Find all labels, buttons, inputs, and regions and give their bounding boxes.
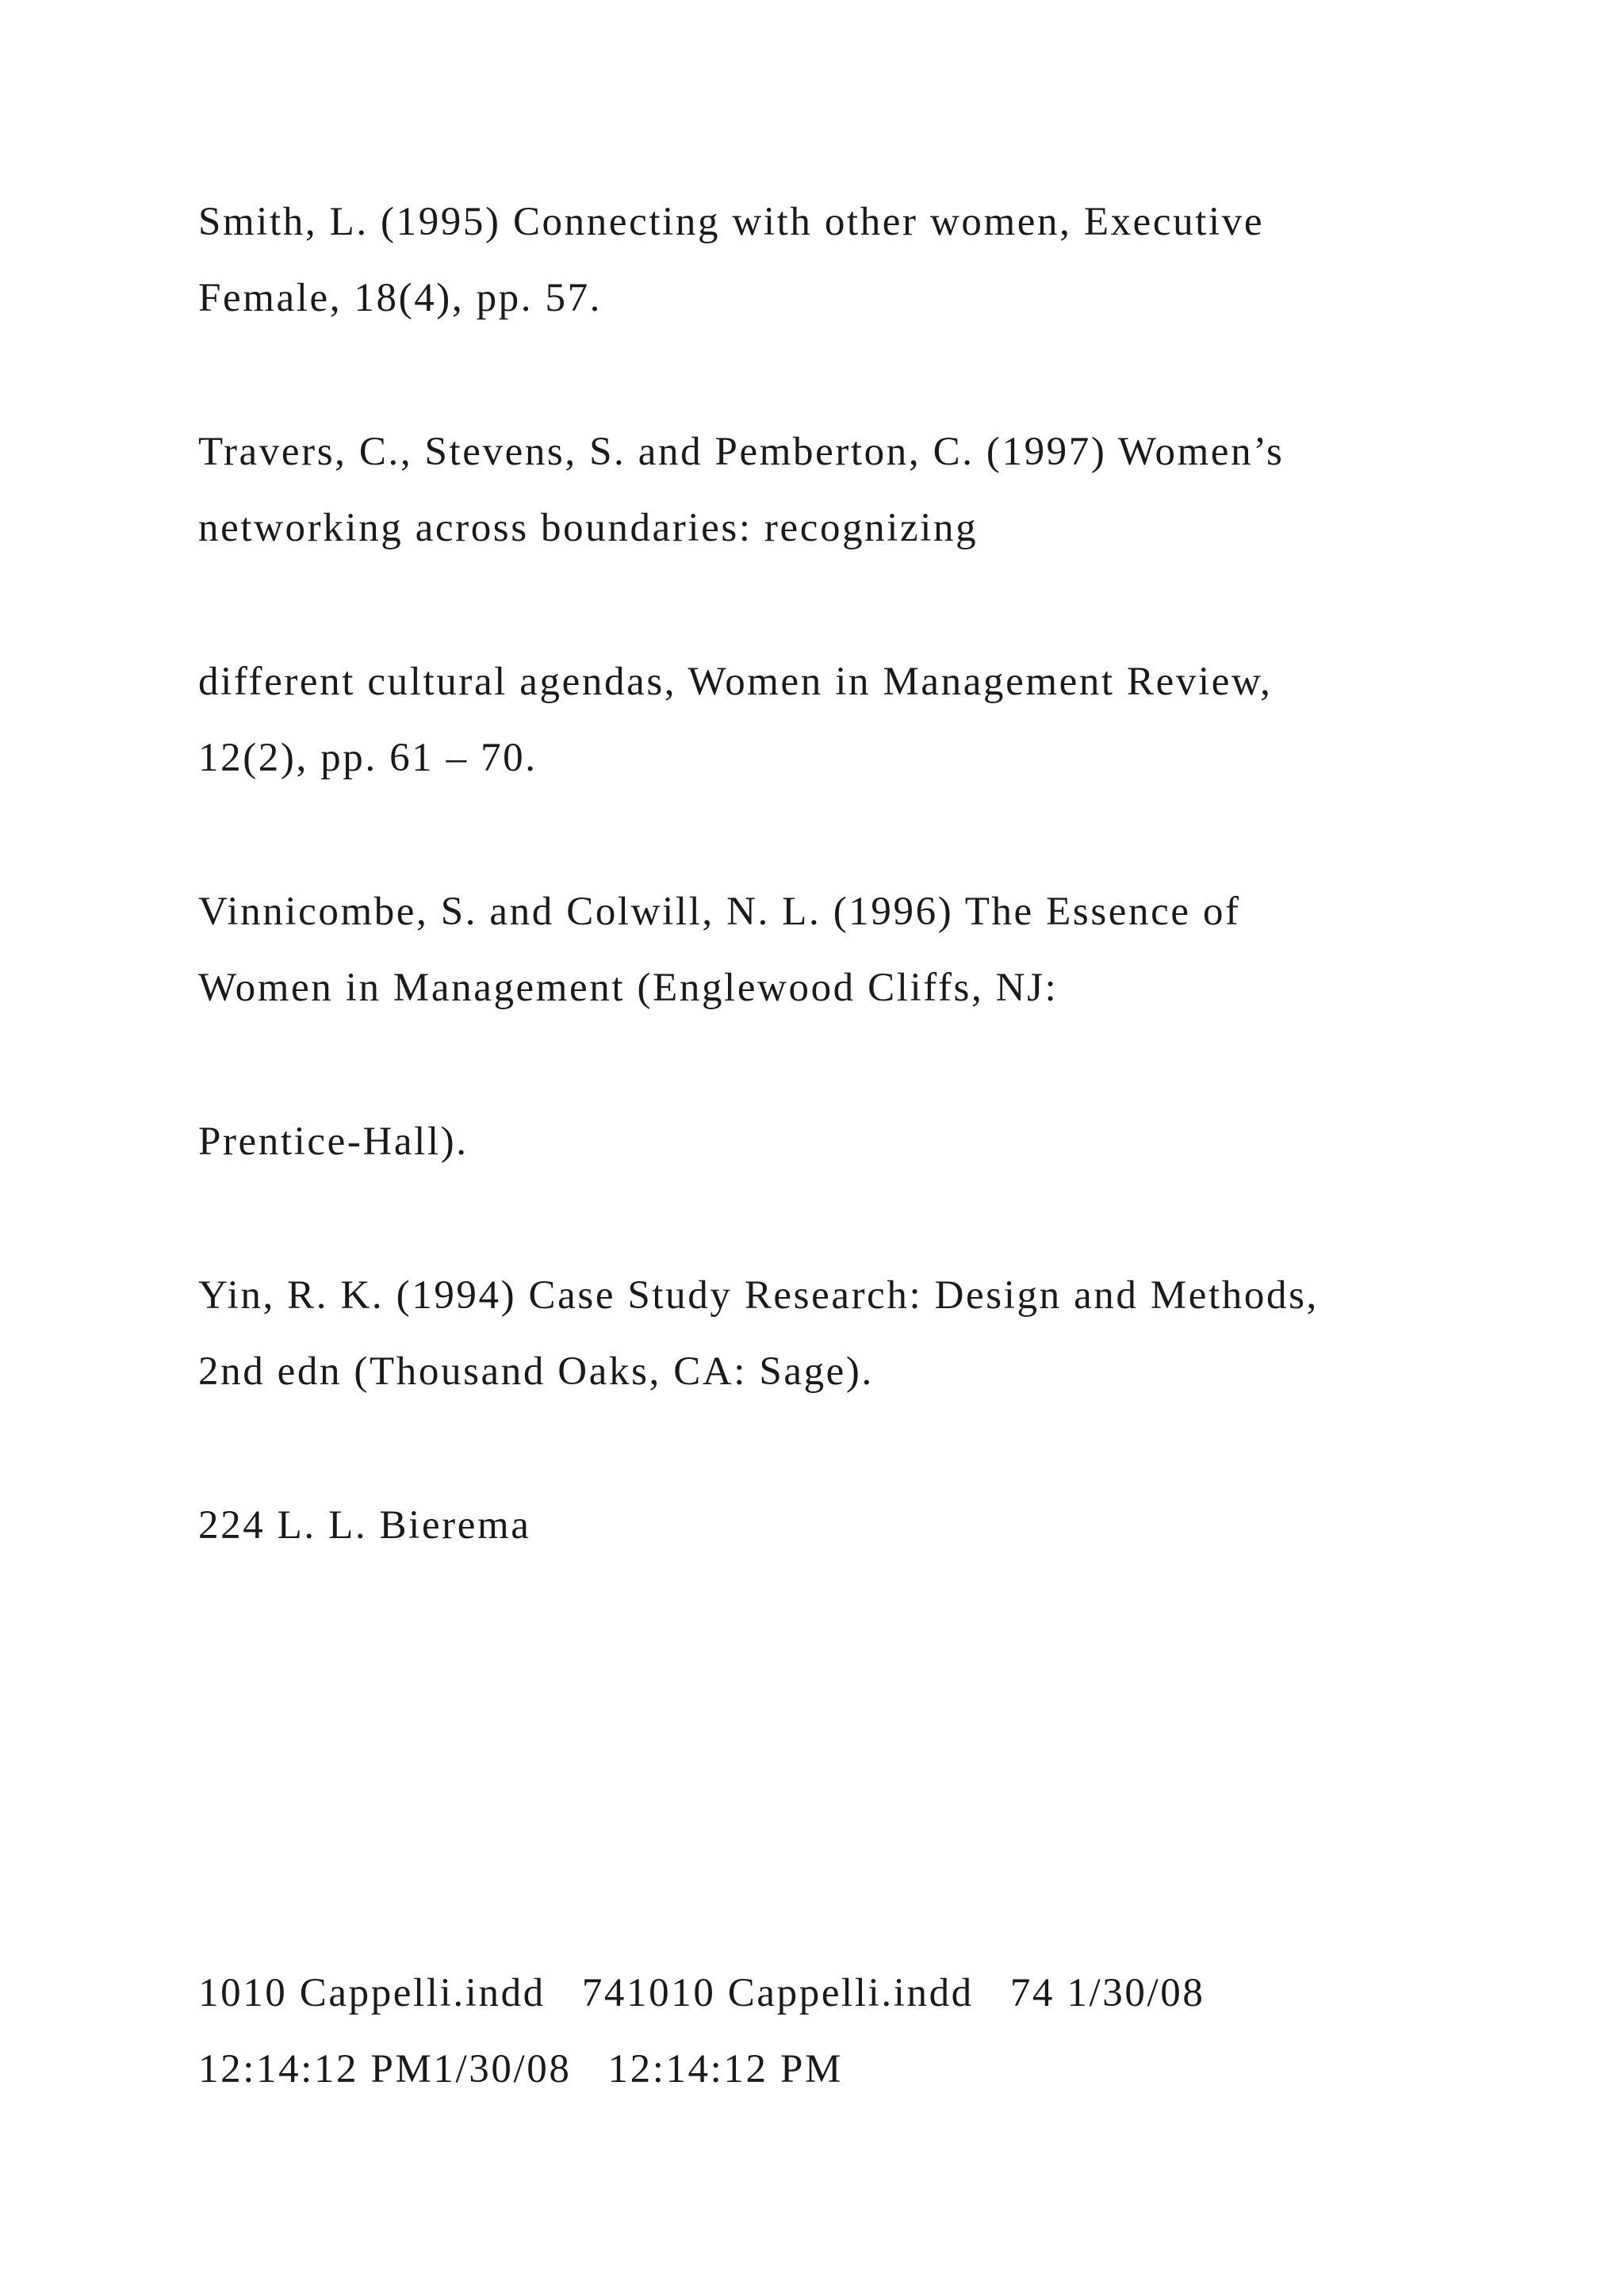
reference-yin-line-2: 2nd edn (Thousand Oaks, CA: Sage). [198, 1349, 874, 1394]
reference-smith-line-2: Female, 18(4), pp. 57. [198, 276, 603, 320]
reference-yin-line-1: Yin, R. K. (1994) Case Study Research: Design and Methods, [198, 1273, 1319, 1318]
reference-vinnicombe-line-1: Vinnicombe, S. and Colwill, N. L. (1996) The Essence of [198, 890, 1241, 934]
reference-vinnicombe-line-3: Prentice-Hall). [198, 1119, 469, 1164]
print-slug-line-1: 1010 Cappelli.indd 741010 Cappelli.indd 74 1/30/08 [198, 1971, 1205, 2015]
reference-vinnicombe-line-2: Women in Management (Englewood Cliffs, NJ: [198, 966, 1059, 1010]
running-footer: 224 L. L. Bierema [198, 1503, 531, 1548]
reference-travers-line-3: different cultural agendas, Women in Management Review, [198, 660, 1273, 704]
reference-travers-line-2: networking across boundaries: recognizing [198, 506, 979, 550]
reference-travers-line-1: Travers, C., Stevens, S. and Pemberton, C. (1997) Women’s [198, 430, 1285, 474]
reference-smith-line-1: Smith, L. (1995) Connecting with other women, Executive [198, 200, 1265, 244]
print-slug-line-2: 12:14:12 PM1/30/08 12:14:12 PM [198, 2047, 843, 2091]
reference-travers-line-4: 12(2), pp. 61 – 70. [198, 736, 538, 780]
